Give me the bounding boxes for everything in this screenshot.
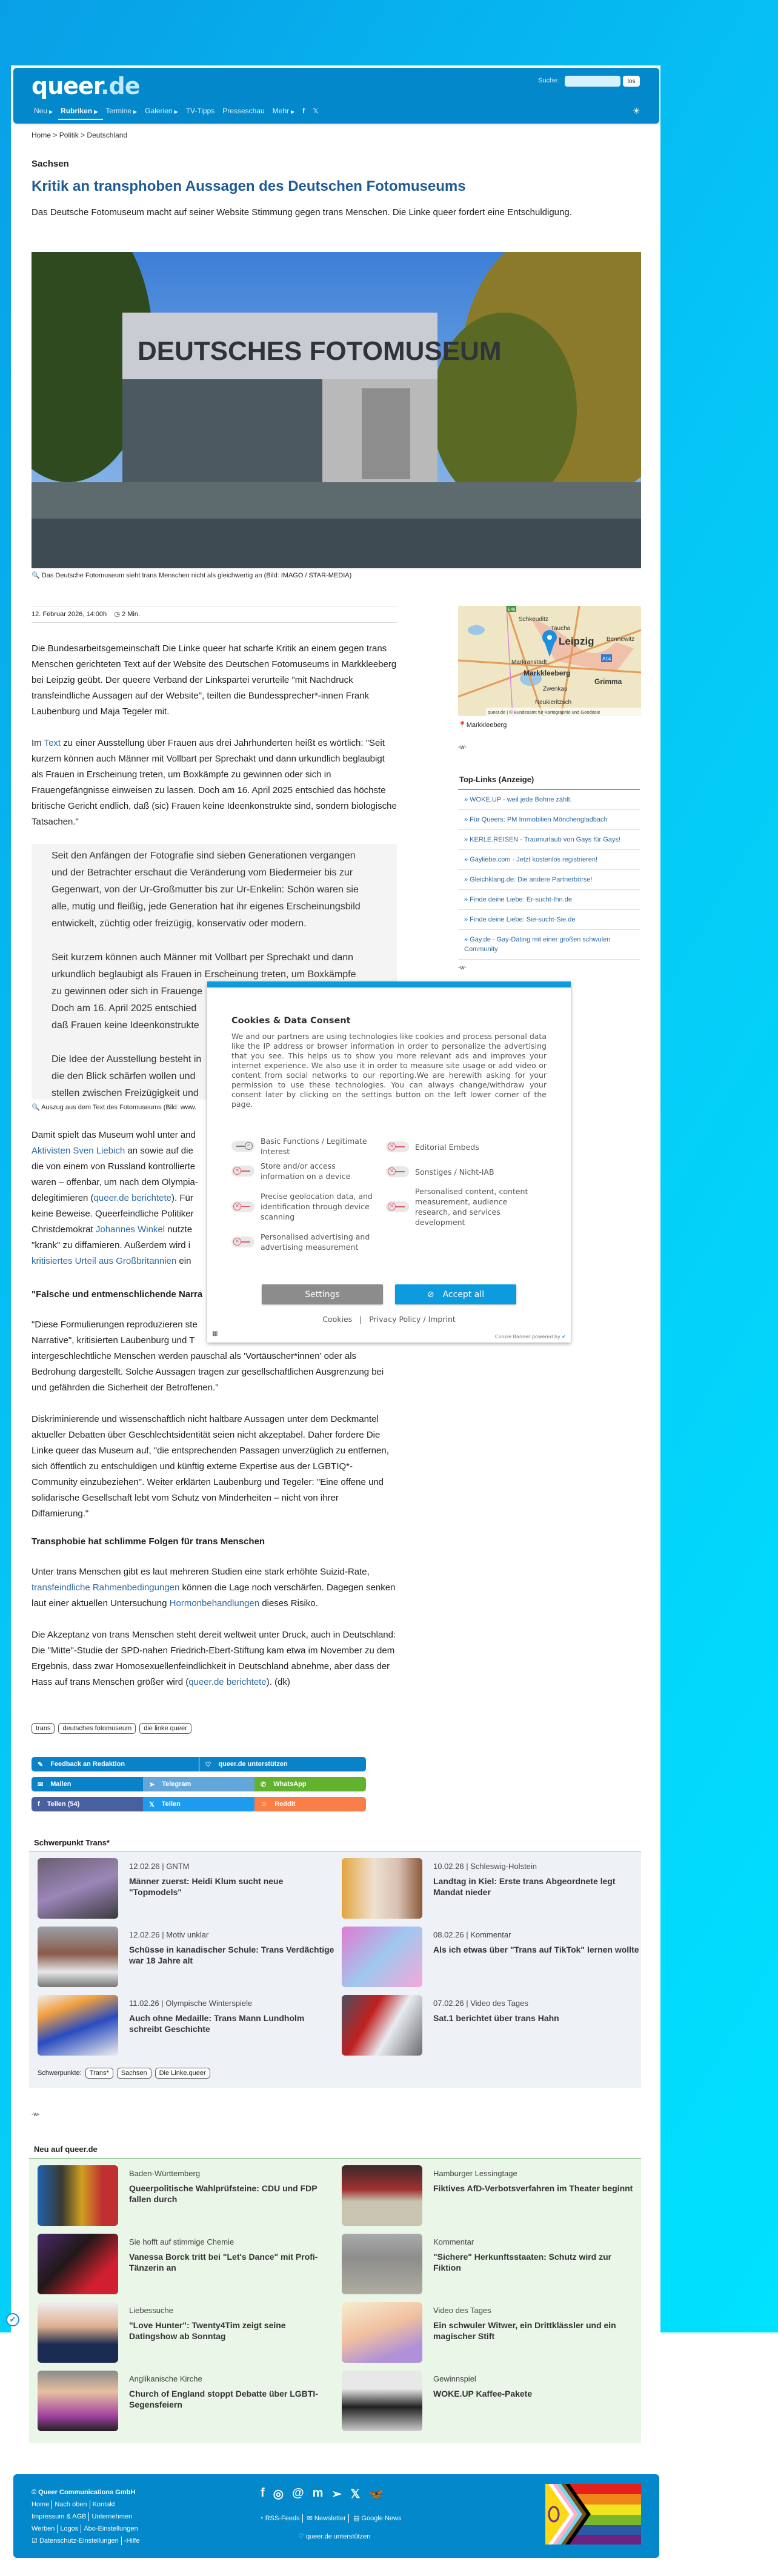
tag-sachsen[interactable]: Sachsen: [117, 2068, 151, 2079]
map-label: E49: [508, 608, 516, 612]
thumbnail-image: [38, 2302, 118, 2363]
thumbnail-image: [342, 2302, 422, 2363]
toggle-basic-functions[interactable]: [231, 1141, 254, 1152]
caret-right-icon: ▶: [94, 109, 98, 115]
theme-toggle-sun-icon[interactable]: ☀: [633, 106, 640, 116]
cookies-link[interactable]: Cookies: [322, 1315, 353, 1324]
check-circle-icon: ⊘: [427, 1289, 434, 1300]
facebook-icon: f: [38, 1801, 40, 1808]
share-reddit-button[interactable]: ☺ Reddit: [254, 1797, 366, 1811]
threads-icon[interactable]: @: [292, 2486, 304, 2500]
neu-section: [29, 2158, 641, 2443]
schwerpunkt-heading: Schwerpunkt Trans*: [34, 1838, 110, 1847]
ad-marker: -w-: [458, 744, 467, 751]
toplinks-heading: Top-Links (Anzeige): [459, 775, 534, 784]
nav-rubriken[interactable]: Rubriken ▶: [58, 105, 103, 120]
nav-presseschau[interactable]: Presseschau: [222, 107, 265, 115]
toplink-item[interactable]: » Finde deine Liebe: Er-sucht-Ihn.de: [458, 890, 640, 910]
rss-link[interactable]: ◔ RSS-Feeds: [259, 2515, 300, 2522]
share-mail-button[interactable]: ✉ Mailen: [32, 1777, 143, 1791]
privacy-policy-link[interactable]: Privacy Policy / Imprint: [369, 1315, 456, 1324]
share-whatsapp-button[interactable]: ✆ WhatsApp: [254, 1777, 366, 1791]
location-pin-icon: 📍: [458, 722, 467, 729]
footer-link[interactable]: Datenschutz-Einstellungen: [39, 2537, 119, 2544]
close-circle-icon: ×: [388, 1203, 396, 1210]
nav-galerien[interactable]: Galerien ▶: [145, 107, 178, 115]
toplink-item[interactable]: » Finde deine Liebe: Sie-sucht-Sie.de: [458, 910, 640, 930]
mail-icon: ✉: [38, 1781, 44, 1788]
search-button[interactable]: los: [623, 76, 640, 87]
close-circle-icon: ×: [388, 1143, 396, 1150]
thumbnail-image: [342, 2371, 422, 2431]
share-row: [32, 1777, 366, 1791]
article-meta: [32, 606, 397, 623]
map-label: Taucha: [551, 625, 571, 632]
map-label: A14: [602, 656, 611, 662]
tag-trans[interactable]: Trans*: [85, 2068, 113, 2079]
schwerpunkte-tags: Schwerpunkte: Trans* Sachsen Die Linke.queer: [38, 2068, 214, 2079]
thumbnail-image: [38, 2234, 118, 2294]
toplink-item[interactable]: » Für Queers: PM Immobilien Mönchengladbach: [458, 810, 640, 830]
consent-option-basic: ✓ Basic Functions / Legitimate Interest: [231, 1136, 377, 1157]
tag-die-linke-queer[interactable]: die linke queer: [139, 1723, 191, 1734]
news-icon: ▤: [353, 2515, 360, 2522]
privacy-check-icon: ☑: [32, 2537, 38, 2544]
toggle-personalised-content[interactable]: [386, 1201, 409, 1212]
link-urteil[interactable]: kritisiertes Urteil aus Großbritannien: [32, 1256, 177, 1266]
zoom-icon[interactable]: 🔍: [32, 572, 40, 579]
footer-link[interactable]: Logos: [60, 2525, 79, 2532]
consent-option-content: × Personalised content, content measurement, audience research, and services development: [386, 1186, 531, 1227]
mail-icon: ✉: [307, 2515, 313, 2522]
quote-line: Seit den Anfängen der Fotografie sind sieben Generationen vergangen: [52, 851, 356, 861]
search-input[interactable]: [565, 76, 620, 87]
footer-link[interactable]: Impressum & AGB: [32, 2513, 87, 2520]
thumbnail-image: [38, 1995, 118, 2056]
thumbnail-image: [342, 1927, 422, 1987]
nav-neu[interactable]: Neu ▶: [34, 107, 53, 115]
toggle-store-access[interactable]: [231, 1166, 254, 1177]
schwerpunkt-section: [29, 1851, 641, 2088]
teaser-card[interactable]: Kommentar "Sichere" Herkunftsstaaten: Schutz wird zur Fiktion: [342, 2234, 646, 2294]
support-button[interactable]: ♡ queer.de unterstützen: [205, 1761, 288, 1768]
footer-link[interactable]: Nach oben: [55, 2501, 87, 2508]
toggle-geolocation[interactable]: [231, 1201, 254, 1212]
main-nav: [32, 105, 324, 120]
footer-link[interactable]: Abo-Einstellungen: [84, 2525, 138, 2532]
map-label: Zwenkau: [543, 686, 568, 692]
article-hero-image[interactable]: [32, 252, 641, 568]
museum-sign-text: DEUTSCHES FOTOMUSEUM: [138, 336, 502, 366]
image-caption: 🔍 Das Deutsche Fotomuseum sieht trans Menschen nicht als gleichwertig an (Bild: IMAGO / STAR-MEDIA): [32, 572, 352, 579]
share-telegram-button[interactable]: ➤ Telegram: [143, 1777, 254, 1791]
x-icon[interactable]: 𝕏: [313, 107, 319, 115]
consent-option-advertising: × Personalised advertising and advertising measurement: [231, 1232, 377, 1252]
consent-option-geolocation: × Precise geolocation data, and identification through device scanning: [231, 1191, 383, 1222]
consent-option-device: × Store and/or access information on a device: [231, 1161, 380, 1181]
thumbnail-image: [38, 2371, 118, 2431]
map-label: Schkeuditz: [519, 616, 548, 623]
site-logo[interactable]: queer.de: [32, 73, 140, 99]
article-tags: [32, 1722, 195, 1734]
breadcrumb: Home > Politik > Deutschland: [32, 131, 128, 139]
toplinks-list: [458, 789, 640, 960]
map-label: Bennewitz: [607, 636, 635, 643]
quote-line: und der Betrachter erschaut die Veränderung vom Biedermeier bis zur: [52, 868, 353, 878]
social-icons: [261, 2486, 384, 2501]
tag-deutsches-fotomuseum[interactable]: deutsches fotomuseum: [58, 1723, 136, 1734]
accept-all-button[interactable]: ⊘ Accept all: [395, 1284, 516, 1304]
footer-feeds: [259, 2514, 401, 2523]
map-label: Grimma: [594, 677, 622, 686]
quote-caption: 🔍 Auszug aus dem Text des Fotomuseums (Bild: www.: [32, 1104, 197, 1111]
consent-body: We and our partners are using technologies like cookies and process personal data like the IP address or browser information in order to personalize the advertising that you see. This helps us to show you more relevant ads and improves your internet experience. We also use it in order to measure site usage or add video or content from social networks to our reporting.We are herewith asking for your permission to use these technologies. You can always change/withdraw your consent later by clicking on the settings button on the left lower corner of the page.: [231, 1032, 547, 1109]
consent-links: Cookies | Privacy Policy / Imprint: [322, 1315, 456, 1324]
article-lead: Das Deutsche Fotomuseum macht auf seiner Website Stimmung gegen trans Menschen. Die Linke queer fordert eine Entschuldigung.: [32, 207, 572, 217]
consent-title: Cookies & Data Consent: [231, 1016, 351, 1026]
share-row: [32, 1797, 366, 1811]
consent-option-sonstiges: × Sonstiges / Nicht-IAB: [386, 1166, 531, 1177]
teaser-card[interactable]: 12.02.26 | GNTM Männer zuerst: Heidi Klum sucht neue "Topmodels": [38, 1858, 342, 1919]
footer-support-link[interactable]: ♡ queer.de unterstützen: [298, 2533, 371, 2540]
toggle-sonstiges[interactable]: [386, 1166, 409, 1177]
teaser-card[interactable]: Video des Tages Ein schwuler Witwer, ein Drittklässler und ein magischer Stift: [342, 2302, 646, 2363]
bluesky-icon[interactable]: 🦋: [368, 2488, 384, 2501]
quote-line: alle, mutig und fleißig, jede Generation hat ihr eigenes Erscheinungsbild: [52, 901, 361, 912]
caret-right-icon: ▶: [174, 109, 178, 115]
quote-line: die den Blick schärfen wollen und: [52, 1071, 196, 1081]
thumbnail-image: [38, 1858, 118, 1919]
thumbnail-image: [38, 2165, 118, 2226]
facebook-icon[interactable]: f: [302, 107, 305, 115]
article-paragraph: Damit spielt das Museum wohl unter and Aktivisten Sven Liebich an sowie auf die die von einem von Russland kontrollierte waren – offenbar, um nach dem Olympia- delegitimieren (queer.de berichtete). Für keine Beweise. Queerfeindliche Politiker Christdemokrat Johannes Winkel nutzte "krank" zu diffamieren. Außerdem wird i kritisiertes Urteil aus Großbritannien ein: [32, 1130, 198, 1266]
teaser-card[interactable]: Baden-Württemberg Queerpolitische Wahlprüfsteine: CDU und FDP fallen durch: [38, 2165, 342, 2226]
link-sven-liebich[interactable]: Aktivisten Sven Liebich: [32, 1146, 125, 1156]
neu-heading: Neu auf queer.de: [34, 2145, 98, 2154]
feedback-row: [32, 1757, 366, 1771]
teaser-card[interactable]: Liebessuche "Love Hunter": Twenty4Tim zeigt seine Datingshow ab Sonntag: [38, 2302, 342, 2363]
reddit-icon: ☺: [261, 1801, 268, 1808]
ad-marker: -w-: [32, 2111, 40, 2118]
article-paragraph: Diskriminierende und wissenschaftlich nicht haltbare Aussagen unter dem Deckmantel aktueller Debatten über Geschlechtsidentität seien nicht akzeptabel. Daher fordere Die Linke queer das Museum auf, "die entsprechenden Passagen unverzüglich zu entfernen, sich öffentlich zu entschuldigen und künftig externe Expertise aus der LGBTIQ*-Community einzubeziehen". Weiter erklärten Laubenburg und Tegeler: "Eine offene und solidarische Gesellschaft lebt vom Schutz von Minderheiten – nicht von ihrer Diffamierung.": [32, 1414, 389, 1519]
clock-icon: ◷: [114, 611, 120, 618]
link-hormonbehandlungen[interactable]: Hormonbehandlungen: [169, 1598, 260, 1608]
share-x-button[interactable]: 𝕏 Teilen: [143, 1797, 254, 1811]
google-news-link[interactable]: ▤ Google News: [353, 2515, 402, 2522]
thumbnail-image: [38, 1927, 118, 1987]
map-location: 📍Markkleeberg: [458, 722, 507, 729]
text-link[interactable]: Text: [44, 738, 61, 748]
subheading: "Falsche und entmenschlichende Narra: [32, 1289, 203, 1300]
progress-pride-flag: [545, 2484, 641, 2544]
share-facebook-button[interactable]: f Teilen (54): [32, 1797, 143, 1811]
quote-line: entwickelt, züchtig oder freizügig, konservativ oder modern.: [52, 918, 307, 929]
teaser-card[interactable]: 10.02.26 | Schleswig-Holstein Landtag in Kiel: Erste trans Abgeordnete legt Mandat nieder: [342, 1858, 646, 1919]
cookie-consent-dialog: [207, 981, 571, 1343]
teaser-card[interactable]: 08.02.26 | Kommentar Als ich etwas über "Trans auf TikTok" lernen wollte: [342, 1927, 646, 1987]
toggle-personalised-ads[interactable]: [231, 1237, 254, 1247]
map-label: Leipzig: [559, 636, 594, 647]
article-paragraph: "Diese Formulierungen reproduzieren ste Narrative", kritisierten Laubenburg und T intergeschlechtliche Menschen werden pauschal als 'Vortäuscher*innen' oder als Bedrohung dargestellt. Solche Aussagen tragen zur gesellschaftlichen Ausgrenzung bei und gefährden die Sicherheit der Betroffenen.": [32, 1320, 384, 1393]
breadcrumb-politik[interactable]: Politik: [59, 131, 79, 139]
toplink-item[interactable]: » KERLE.REISEN - Traumurlaub von Gays für Gays!: [458, 830, 640, 850]
close-circle-icon: ×: [388, 1167, 396, 1175]
teaser-card[interactable]: 12.02.26 | Motiv unklar Schüsse in kanadischer Schule: Trans Verdächtige war 18 Jahre alt: [38, 1927, 342, 1987]
site-footer: [13, 2474, 659, 2558]
teaser-card[interactable]: 11.02.26 | Olympische Winterspiele Auch ohne Medaille: Trans Mann Lundholm schreibt Geschichte: [38, 1995, 342, 2056]
telegram-icon: ➤: [149, 1781, 155, 1788]
ad-marker: -w-: [458, 964, 467, 971]
publish-date: 12. Februar 2026, 14:00h: [32, 611, 107, 618]
caret-right-icon: ▶: [49, 109, 53, 115]
breadcrumb-deutschland[interactable]: Deutschland: [87, 131, 128, 139]
toplink-item[interactable]: » Gayliebe.com - Jetzt kostenlos registrieren!: [458, 850, 640, 870]
footer-link[interactable]: Werben: [32, 2525, 55, 2532]
close-circle-icon: ×: [233, 1167, 241, 1175]
teaser-card[interactable]: Anglikanische Kirche Church of England stoppt Debatte über LGBTI-Segensfeiern: [38, 2371, 342, 2431]
footer-link[interactable]: Kontakt: [92, 2501, 115, 2508]
thumbnail-image: [342, 2165, 422, 2226]
quote-line: Seit kurzem können auch Männer mit Vollbart per Sprechakt und dann: [52, 952, 354, 963]
toggle-editorial-embeds[interactable]: [386, 1141, 409, 1152]
map-credit: queer.de | © Bundesamt für Kartographie und Geodäsie: [488, 709, 600, 715]
map-label: Markranstädt: [511, 659, 547, 666]
quote-line: Doch am 16. April 2025 entschied: [52, 1003, 197, 1014]
link-queer-berichtete[interactable]: queer.de berichtete: [93, 1193, 171, 1203]
heart-icon: ♡: [205, 1761, 211, 1768]
settings-button[interactable]: Settings: [262, 1284, 383, 1304]
map-label: Neukieritzsch: [535, 699, 572, 706]
teaser-card[interactable]: 07.02.26 | Video des Tages Sat.1 berichtet über trans Hahn: [342, 1995, 646, 2056]
map-label: Markkleeberg: [524, 669, 571, 677]
article-title: Kritik an transphoben Aussagen des Deutschen Fotomuseums: [32, 178, 466, 194]
location-map[interactable]: [458, 606, 641, 716]
zoom-icon[interactable]: 🔍: [32, 1104, 40, 1111]
caret-right-icon: ▶: [133, 109, 138, 115]
quote-line: urkundlich beglaubigt als Frauen in Erscheinung treten, um Boxkämpfe: [52, 969, 356, 980]
teaser-card[interactable]: Sie hofft auf stimmige Chemie Vanessa Borck tritt bei "Let's Dance" mit Profi-Tänzerin an: [38, 2234, 342, 2294]
feedback-button[interactable]: ✎ Feedback an Redaktion: [32, 1757, 199, 1771]
link-queer-berichtete[interactable]: queer.de berichtete: [188, 1677, 267, 1687]
copyright: © Queer Communications GmbH: [32, 2489, 136, 2496]
link-johannes-winkel[interactable]: Johannes Winkel: [95, 1224, 165, 1235]
teaser-card[interactable]: Gewinnspiel WOKE.UP Kaffee-Pakete: [342, 2371, 646, 2431]
pencil-icon: ✎: [38, 1761, 44, 1768]
powered-by: Cookie Banner powered by ✔: [494, 1334, 566, 1339]
article-kicker: Sachsen: [32, 159, 69, 169]
article-paragraph: Die Bundesarbeitsgemeinschaft Die Linke queer hat scharfe Kritik an einem gegen trans Menschen gerichteten Text auf der Website des Deutschen Fotomuseums in Markkleeberg bei Leipzig geübt. Der queere Verband der Linkspartei verurteile "mit Nachdruck transfeindliche Aussagen auf der Website", teilten die Bundessprecher*-innen Frank Laubenburg und Maja Tegeler mit.: [32, 643, 397, 717]
instagram-icon[interactable]: ◎: [273, 2488, 284, 2501]
nav-mehr[interactable]: Mehr ▶: [272, 107, 295, 115]
check-icon: ✓: [245, 1142, 253, 1150]
breadcrumb-home[interactable]: Home: [32, 131, 52, 139]
mastodon-icon[interactable]: m: [312, 2486, 324, 2500]
nav-termine[interactable]: Termine ▶: [105, 107, 138, 115]
close-circle-icon: ×: [233, 1203, 241, 1210]
telegram-icon[interactable]: ➢: [331, 2488, 342, 2501]
thumbnail-image: [342, 2234, 422, 2294]
link-rahmenbedingungen[interactable]: transfeindliche Rahmenbedingungen: [32, 1582, 180, 1593]
toplink-item[interactable]: » Gleichklang.de: Die andere Partnerbörse!: [458, 870, 640, 890]
thumbnail-image: [342, 1995, 422, 2056]
article-paragraph: Im Text zu einer Ausstellung über Frauen aus drei Jahrhunderten heißt es wörtlich: "Seit kurzem können auch Männer mit Vollbart per Sprechakt und dann urkundlich beglaubigt als Frauen in Erscheinung treten, um Boxkämpfe zu gewinnen oder sich in Frauengefängnisse einweisen zu lassen. Doch am 16. April 2025 entschied das höchste britische Gericht endlich, daß (sic) Frauen keine Ideenkonstrukte sind, sondern biologische Tatsachen.": [32, 738, 397, 827]
facebook-icon[interactable]: f: [261, 2486, 265, 2500]
whatsapp-icon: ✆: [261, 1781, 267, 1788]
x-icon[interactable]: 𝕏: [350, 2488, 361, 2501]
search-label: Suche:: [538, 77, 559, 84]
x-icon: 𝕏: [149, 1801, 155, 1808]
teaser-card[interactable]: Hamburger Lessingtage Fiktives AfD-Verbotsverfahren im Theater beginnt: [342, 2165, 646, 2226]
consent-provider-logo-icon: ✔: [562, 1334, 566, 1339]
quote-line: zu gewinnen oder sich in Frauenge: [52, 986, 203, 997]
close-circle-icon: ×: [233, 1238, 241, 1246]
heart-icon: ♡: [298, 2533, 304, 2540]
consent-option-embeds: × Editorial Embeds: [386, 1141, 531, 1152]
toplink-item[interactable]: » WOKE.UP - weil jede Bohne zählt.: [458, 790, 640, 810]
article-paragraph: Die Akzeptanz von trans Menschen steht dereit weltweit unter Druck, auch in Deutschland: Die "Mitte"-Studie der SPD-nahen Friedrich-Ebert-Stiftung kam etwa im November zu dem Ergebnis, dass zwar Homosexuellenfeindlichkeit in Deutschland abnehme, aber dass der Hass auf trans Menschen größer wird (queer.de berichtete). (dk): [32, 1630, 396, 1687]
subheading: Transphobie hat schlimme Folgen für trans Menschen: [32, 1536, 265, 1547]
quote-line: Die Idee der Ausstellung besteht in: [52, 1054, 202, 1064]
tag-die-linke-queer[interactable]: Die Linke.queer: [155, 2068, 210, 2079]
tag-trans[interactable]: trans: [32, 1723, 55, 1734]
footer-link[interactable]: Unternehmen: [91, 2513, 133, 2520]
read-time: 2 Min.: [122, 611, 141, 618]
newsletter-link[interactable]: ✉ Newsletter: [307, 2515, 346, 2522]
caret-right-icon: ▶: [291, 109, 295, 115]
quote-line: daß Frauen keine Ideenkonstrukte: [52, 1020, 199, 1031]
quote-line: stellen zwischen Freizügigkeit und: [52, 1088, 199, 1098]
footer-link[interactable]: -Hilfe: [124, 2537, 140, 2544]
quote-line: Gegenwart, von der Ur-Großmutter bis zur Ur-Enkelin: Schön waren sie: [52, 885, 359, 895]
nav-tv-tipps[interactable]: TV-Tipps: [185, 107, 215, 115]
consent-settings-icon[interactable]: ✔: [6, 2313, 19, 2326]
rss-icon: ◔: [259, 2515, 264, 2522]
toplink-item[interactable]: » Gay.de - Gay-Dating mit einer großen schwulen Community: [458, 930, 640, 960]
article-paragraph: Unter trans Menschen gibt es laut mehreren Studien eine stark erhöhte Suizid-Rate, transfeindliche Rahmenbedingungen können die Lage noch verschärfen. Dagegen senken laut einer aktuellen Untersuchung Hormonbehandlungen dieses Risiko.: [32, 1567, 396, 1608]
footer-link[interactable]: Home: [32, 2501, 50, 2508]
language-flag-icon[interactable]: ▦: [212, 1330, 218, 1337]
thumbnail-image: [342, 1858, 422, 1919]
